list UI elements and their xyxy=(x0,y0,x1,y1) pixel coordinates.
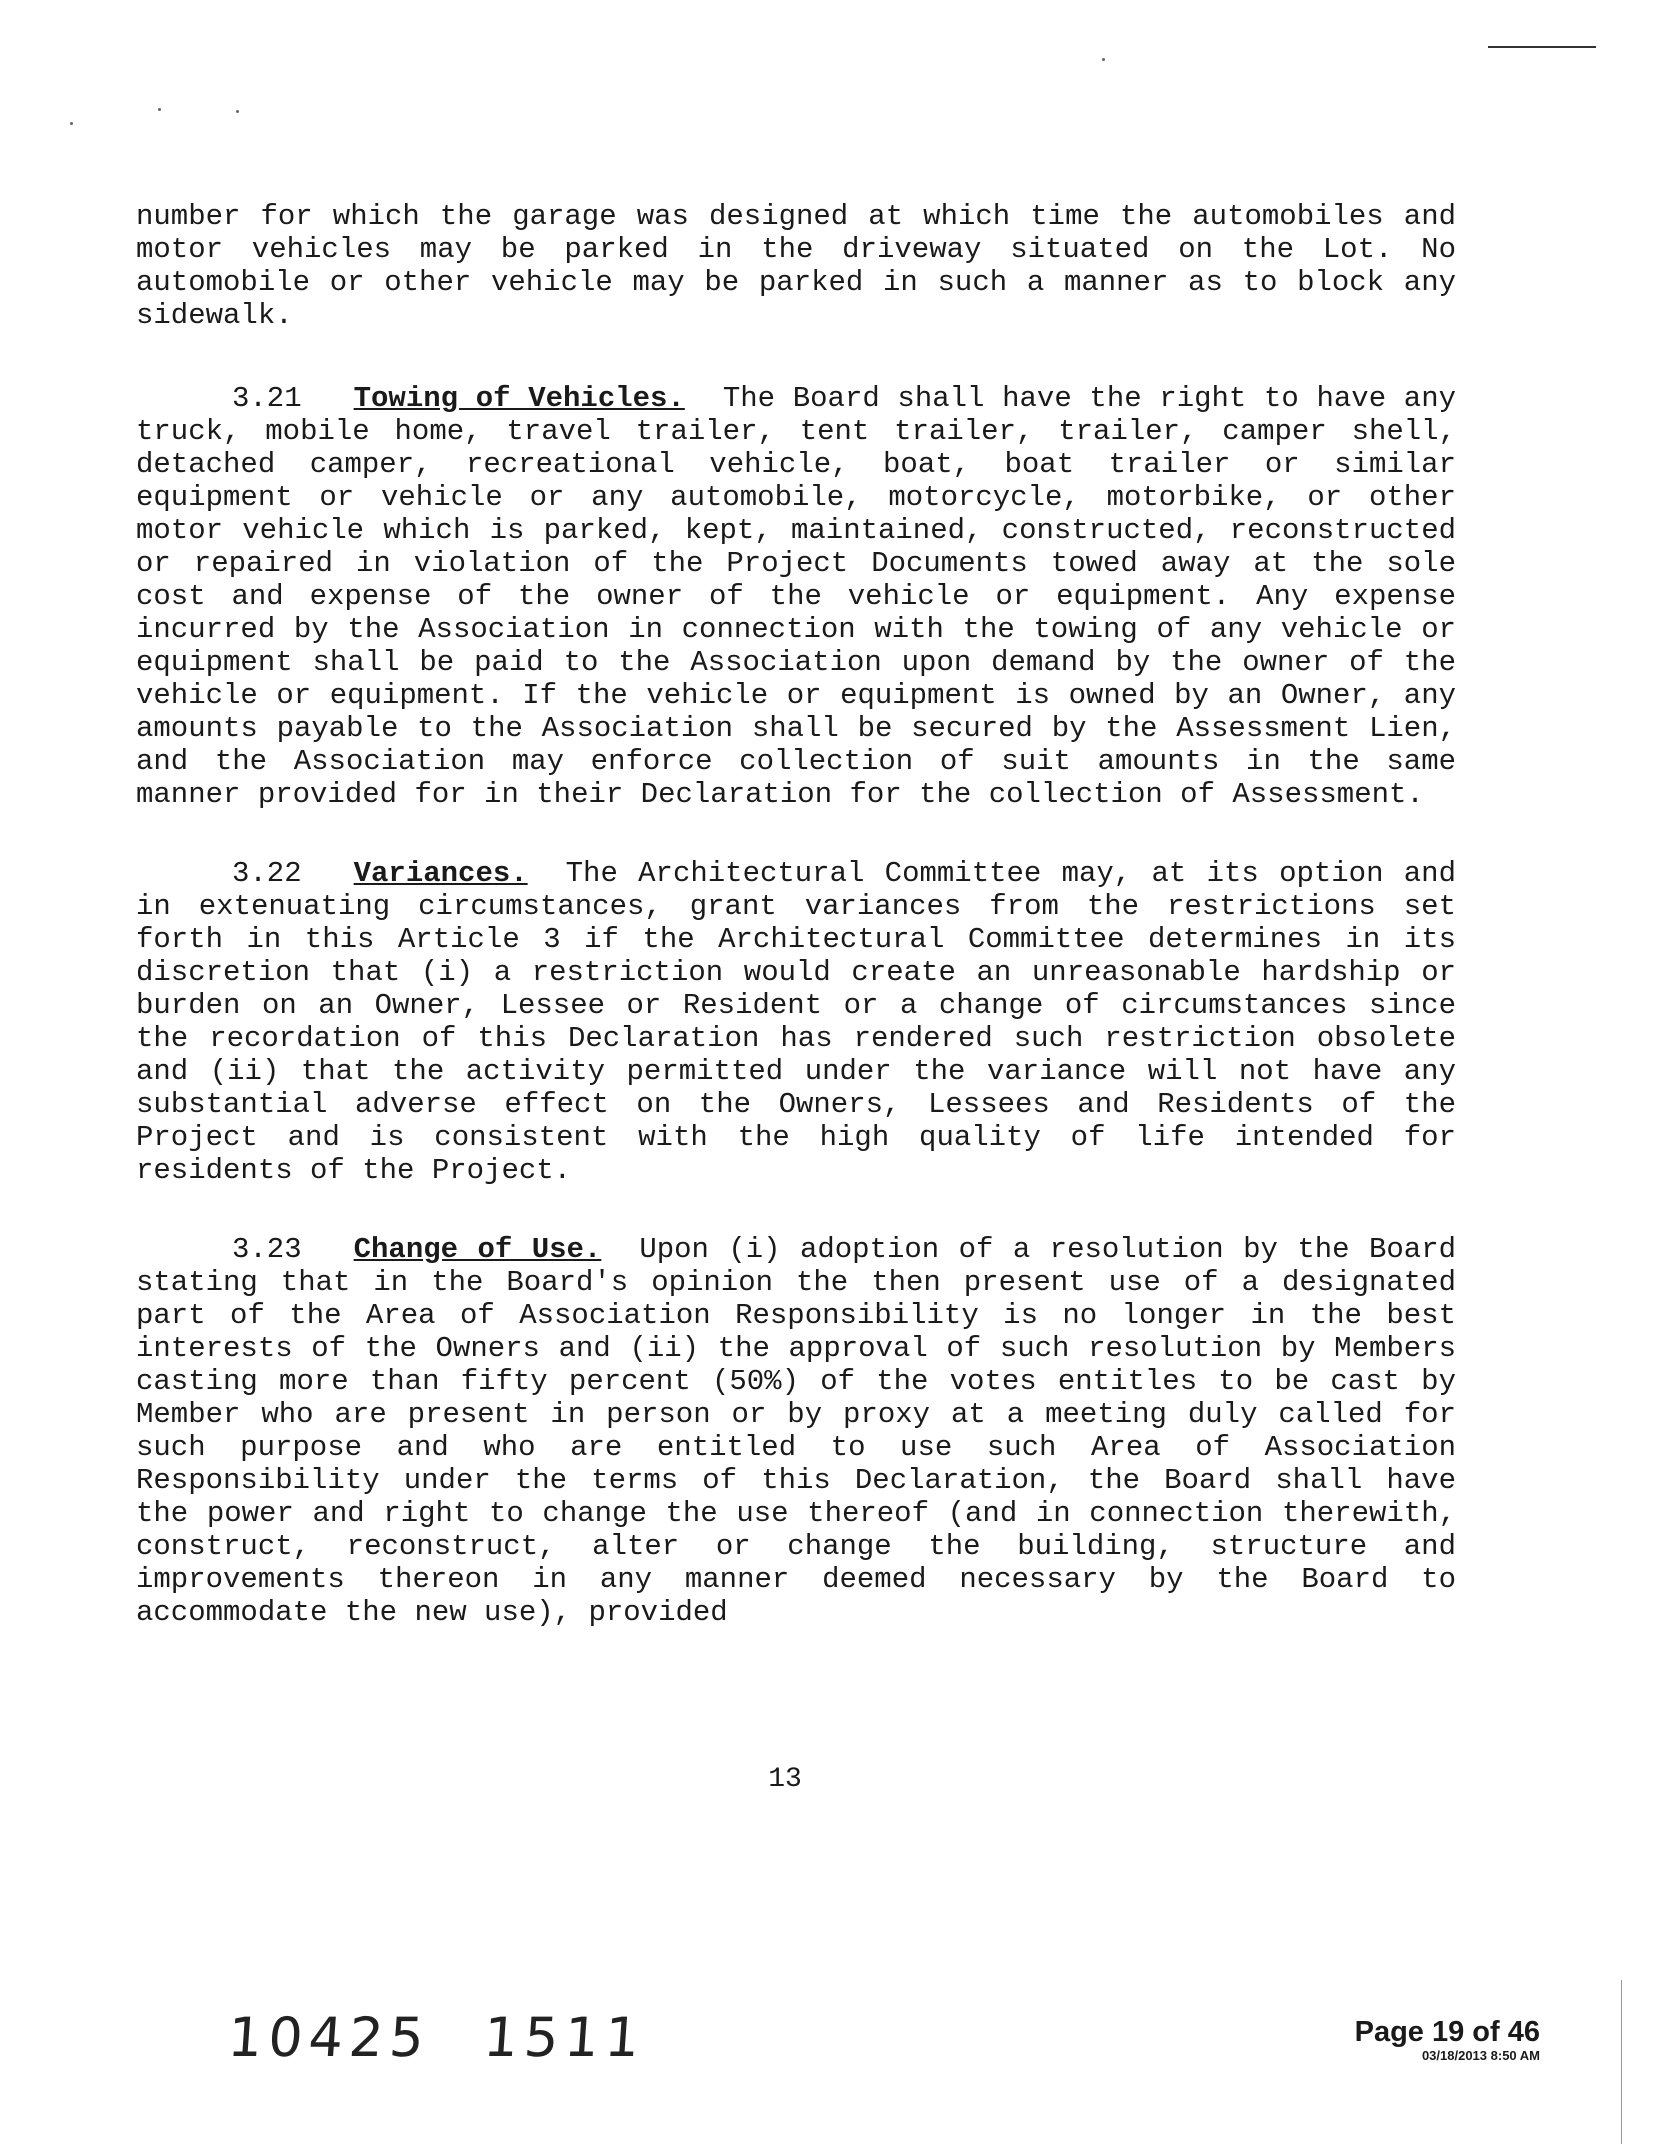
section-title: Variances. xyxy=(353,857,528,890)
opening-paragraph: number for which the garage was designed at which time the automobiles and motor vehicles may be parked in the driveway situated on the Lot. No automobile or other vehicle may be parked in such a manner as to block any sidewalk. xyxy=(136,200,1456,332)
section-body: Upon (i) adoption of a resolution by the Board stating that in the Board's opinion the then present use of a designated part of the Area of Association Responsibility is no longer in the best interests of the Owners and (ii) the approval of such resolution by Members casting more than fifty percent (50%) of the votes entitles to be cast by Member who are present in person or by proxy at a meeting duly called for such purpose and who are entitled to use such Area of Association Responsibility under the terms of this Declaration, the Board shall have the power and right to change the use thereof (and in connection therewith, construct, reconstruct, alter or change the building, structure and improvements thereon in any manner deemed necessary by the Board to accommodate the new use), provided xyxy=(136,1233,1457,1629)
section-3-23 xyxy=(136,1233,1456,1629)
book-number: 10425 xyxy=(225,2006,432,2069)
scan-speck xyxy=(1102,58,1105,61)
page-counter xyxy=(1355,2016,1540,2064)
section-title: Towing of Vehicles. xyxy=(353,382,685,415)
section-number: 3.22 xyxy=(232,857,302,890)
section-title: Change of Use. xyxy=(353,1233,602,1266)
section-3-21 xyxy=(136,382,1456,811)
scan-edge-line xyxy=(1621,1980,1622,2144)
document-body xyxy=(136,200,1456,1675)
scan-speck xyxy=(70,122,73,125)
timestamp: 03/18/2013 8:50 AM xyxy=(1421,2048,1540,2063)
scan-speck xyxy=(236,110,239,113)
recording-stamp xyxy=(226,2006,648,2069)
page-of-label: Page 19 of 46 xyxy=(1354,2016,1540,2048)
section-body: The Board shall have the right to have any truck, mobile home, travel trailer, tent trailer, trailer, camper shell, detached camper, recreational vehicle, boat, boat trailer or similar equipment or vehicle or any automobile, motorcycle, motorbike, or other motor vehicle which is parked, kept, maintained, constructed, reconstructed or repaired in violation of the Project Documents towed away at the sole cost and expense of the owner of the vehicle or equipment. Any expense incurred by the Association in connection with the towing of any vehicle or equipment shall be paid to the Association upon demand by the owner of the vehicle or equipment. If the vehicle or equipment is owned by an Owner, any amounts payable to the Association shall be secured by the Assessment Lien, and the Association may enforce collection of suit amounts in the same manner provided for in their Declaration for the collection of Assessment. xyxy=(136,382,1457,811)
scan-mark-line xyxy=(1488,46,1596,48)
section-number: 3.21 xyxy=(232,382,302,415)
page-ref: 1511 xyxy=(481,2006,648,2069)
section-3-22 xyxy=(136,857,1456,1187)
page-number: 13 xyxy=(768,1764,802,1795)
section-body: The Architectural Committee may, at its option and in extenuating circumstances, grant variances from the restrictions set forth in this Article 3 if the Architectural Committee determines in its discretion that (i) a restriction would create an unreasonable hardship or burden on an Owner, Lessee or Resident or a change of circumstances since the recordation of this Declaration has rendered such restriction obsolete and (ii) that the activity permitted under the variance will not have any substantial adverse effect on the Owners, Lessees and Residents of the Project and is consistent with the high quality of life intended for residents of the Project. xyxy=(136,857,1456,1187)
scan-speck xyxy=(158,108,161,111)
section-number: 3.23 xyxy=(232,1233,302,1266)
